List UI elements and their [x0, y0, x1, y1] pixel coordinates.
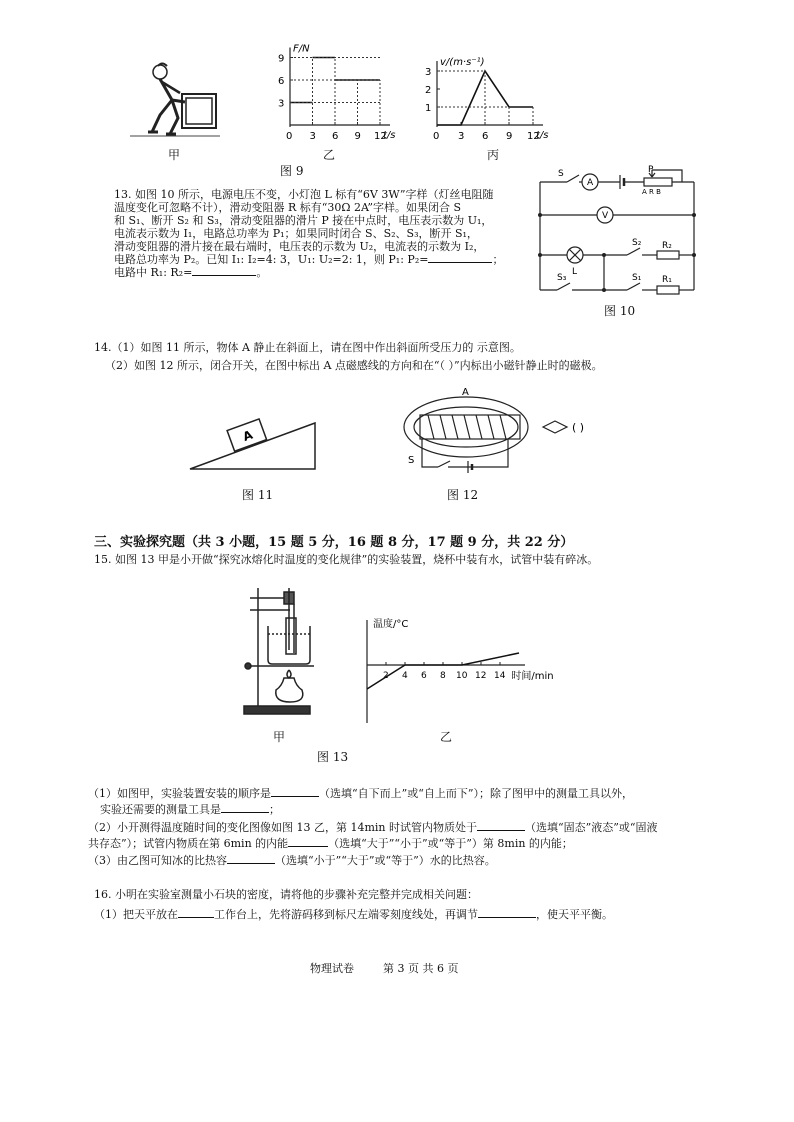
solenoid-figure-12: [398, 385, 628, 485]
x-tick-label: 3: [309, 131, 316, 142]
q15-blank-state[interactable]: [477, 830, 525, 831]
x-tick-label: 3: [458, 131, 465, 142]
q14-part1: 14.（1）如图 11 所示，物体 A 静止在斜面上，请在图中作出斜面所受压力的 示意图。: [94, 341, 521, 354]
x-tick-label: 10: [456, 671, 468, 681]
y-axis-label: v/(m·s⁻¹): [440, 57, 485, 68]
q16-sub1: （1）把天平放在 工作台上，先将游码移到标尺左端零刻度线处，再调节 ，使天平平衡。: [94, 908, 613, 921]
question-13: [114, 188, 534, 279]
q13-answer-blank-1[interactable]: [428, 262, 492, 263]
circuit-label-s: S: [558, 169, 564, 179]
footer-subject: 物理试卷: [310, 962, 354, 975]
section-3-title: 三、实验探究题（共 3 小题，15 题 5 分，16 题 8 分，17 题 9 分，共 22 分）: [94, 535, 574, 550]
x-tick-label: 2: [383, 671, 389, 681]
y-tick-label: 9: [278, 53, 285, 65]
q15-blank-energy[interactable]: [288, 846, 328, 847]
switch-s3-label: S₃: [557, 273, 567, 283]
x-axis-label: t/s: [383, 130, 396, 141]
switch-s1-label: S₁: [632, 273, 642, 283]
y-tick-label: 1: [425, 103, 432, 114]
q13-line: 温度变化可忽略不计），滑动变阻器 R 标有“30Ω 2A”字样。如果闭合 S: [114, 201, 461, 214]
q16-blank-surface[interactable]: [178, 917, 214, 918]
fig9-label-jia: 甲: [168, 148, 181, 162]
q16-blank-adjust[interactable]: [478, 917, 536, 918]
y-tick-label: 3: [425, 67, 432, 78]
ammeter-label: A: [587, 178, 594, 188]
fig9-caption: 图 9: [280, 164, 304, 178]
fig13-temperature-chart: [355, 615, 570, 725]
q16-intro: 16. 小明在实验室测量小石块的密度，请将他的步骤补充完整并完成相关问题：: [94, 888, 478, 901]
x-tick-label: 0: [433, 131, 440, 142]
fig13-label-jia: 甲: [273, 730, 286, 744]
y-tick-label: 3: [278, 98, 285, 110]
x-tick-label: 8: [440, 671, 446, 681]
circuit-figure-10: [532, 160, 702, 300]
q13-line: 电路总功率为 P₂。已知 I₁: I₂=4: 3，U₁: U₂=2: 1，则 P₁: P₂= ；: [114, 253, 504, 266]
fig9-label-bing: 丙: [487, 148, 500, 162]
r1-label: R₁: [662, 275, 672, 285]
fig9-chart-bing: [415, 30, 575, 145]
slider-label-p: P: [648, 165, 654, 175]
block-label-a: A: [241, 427, 255, 444]
fig13-label-yi: 乙: [440, 730, 453, 744]
q15-intro: 15. 如图 13 甲是小开做“探究冰熔化时温度的变化规律”的实验装置，烧杯中装有水，试管中装有碎冰。: [94, 553, 599, 566]
q15-blank-order[interactable]: [271, 796, 319, 797]
q13-line: 和 S₁、断开 S₂ 和 S₃，滑动变阻器的滑片 P 接在中点时，电压表示数为 U₁，: [114, 214, 493, 227]
incline-figure-11: [185, 395, 325, 475]
x-tick-label: 6: [332, 131, 339, 142]
x-tick-label: 12: [527, 131, 540, 142]
x-tick-label: 12: [374, 131, 387, 142]
y-tick-label: 2: [425, 85, 432, 96]
y-tick-label: 6: [278, 76, 285, 87]
r2-label: R₂: [662, 241, 672, 251]
x-tick-label: 6: [421, 671, 427, 681]
q13-line: 滑动变阻器的滑片接在最右端时，电压表的示数为 U₂，电流表的示数为 I₂，: [114, 240, 485, 253]
x-tick-label: 0: [286, 131, 293, 142]
x-tick-label: 9: [354, 131, 361, 142]
q15-blank-tool[interactable]: [221, 812, 269, 813]
rheostat-label: A R B: [642, 188, 661, 196]
melting-apparatus-figure: [240, 578, 320, 720]
x-tick-label: 9: [506, 131, 513, 142]
x-tick-label: 6: [482, 131, 489, 142]
coil-point-a: A: [462, 387, 469, 398]
q14-part2: （2）如图 12 所示，闭合开关，在图中标出 A 点磁感线的方向和在“（ ）”内标出小磁针静止时的磁极。: [105, 359, 603, 372]
q13-line: 13. 如图 10 所示，电源电压不变，小灯泡 L 标有“6V 3W”字样（灯丝电阻随: [114, 188, 494, 201]
lamp-label: L: [572, 267, 578, 277]
pole-answer-bracket: ( ): [572, 421, 585, 434]
footer-page: 第 3 页 共 6 页: [383, 962, 459, 975]
switch-label-s: S: [408, 455, 415, 466]
y-axis-label: F/N: [293, 43, 310, 55]
fig13-caption: 图 13: [317, 750, 349, 764]
x-axis-label: 时间/min: [511, 671, 554, 682]
x-tick-label: 12: [475, 671, 487, 681]
fig12-caption: 图 12: [447, 488, 479, 502]
voltmeter-label: V: [602, 211, 609, 221]
x-axis-label: t/s: [536, 130, 549, 141]
x-tick-label: 14: [494, 671, 506, 681]
q15-sub3: （3）由乙图可知冰的比热容 （选填“小于”“大于”或“等于”）水的比热容。: [88, 854, 496, 867]
fig10-caption: 图 10: [604, 304, 636, 318]
figure-9: [130, 30, 590, 180]
fig9-chart-yi: [270, 30, 400, 145]
q15-sub2: （2）小开测得温度随时间的变化图像如图 13 乙，第 14min 时试管内物质处于 （选填“固态”液态”或“固液 共存态”）；试管内物质在第 6min 的内能 （选填“大于”“小于”或“等于”）第 8min 的内能；: [88, 821, 658, 850]
q13-line: 电流表示数为 I₁，电路总功率为 P₁；如果同时闭合 S、S₂、S₃，断开 S₁，: [114, 227, 478, 240]
q15-sub1: （1）如图甲，实验装置安装的顺序是 （选填“自下而上”或“自上而下”）；除了图甲中的测量工具以外， 实验还需要的测量工具是 ；: [88, 787, 633, 816]
x-tick-label: 4: [402, 671, 408, 681]
switch-s2-label: S₂: [632, 238, 642, 248]
q13-line: 电路中 R₁: R₂= 。: [114, 266, 268, 279]
footer: [310, 962, 458, 975]
q13-answer-blank-2[interactable]: [192, 275, 256, 276]
fig9-label-yi: 乙: [323, 148, 336, 162]
q15-blank-heat[interactable]: [227, 863, 275, 864]
person-pushing-box-illustration: [130, 60, 220, 140]
y-axis-label: 温度/°C: [373, 619, 409, 630]
fig11-caption: 图 11: [242, 488, 274, 502]
